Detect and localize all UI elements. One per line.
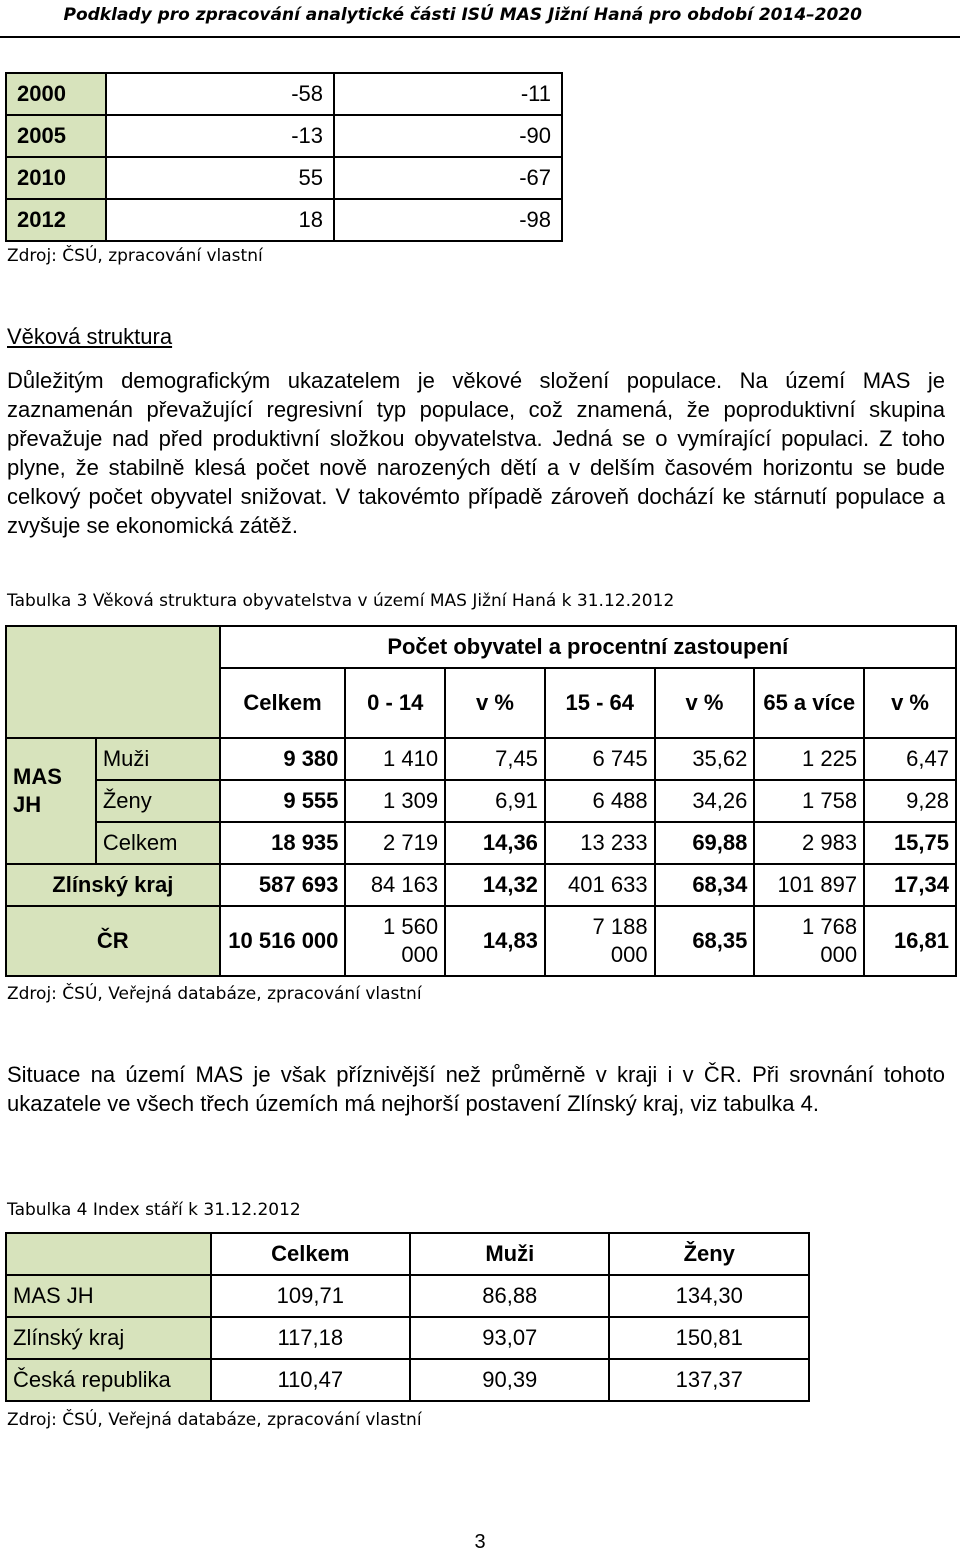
table3-caption: Tabulka 3 Věková struktura obyvatelstva v území MAS Jižní Haná k 31.12.2012 — [7, 591, 675, 611]
column-header: Muži — [410, 1233, 609, 1275]
year-cell: 2010 — [6, 157, 106, 199]
value-cell: 401 633 — [545, 864, 655, 906]
value-cell: 1 410 — [345, 738, 445, 780]
value-cell: 1 560 000 — [345, 906, 445, 976]
table-header-row — [6, 626, 956, 668]
column-header: v % — [445, 668, 545, 738]
table-row — [6, 822, 956, 864]
column-header: 15 - 64 — [545, 668, 655, 738]
value-cell: -90 — [334, 115, 562, 157]
table1-source: Zdroj: ČSÚ, zpracování vlastní — [7, 246, 263, 266]
value-cell: 117,18 — [211, 1317, 411, 1359]
value-cell: 18 — [106, 199, 334, 241]
value-cell: 6 745 — [545, 738, 655, 780]
value-cell: 1 309 — [345, 780, 445, 822]
migration-table — [5, 72, 563, 242]
value-cell: 150,81 — [609, 1317, 809, 1359]
value-cell: 69,88 — [655, 822, 755, 864]
corner-cell — [6, 626, 220, 738]
row-label: Zlínský kraj — [6, 864, 220, 906]
age-index-table — [5, 1232, 810, 1402]
value-cell: 137,37 — [609, 1359, 809, 1401]
value-cell: 7 188 000 — [545, 906, 655, 976]
corner-cell — [6, 1233, 211, 1275]
value-cell: 109,71 — [211, 1275, 411, 1317]
value-cell: 68,34 — [655, 864, 755, 906]
value-cell: 10 516 000 — [220, 906, 346, 976]
column-header: 0 - 14 — [345, 668, 445, 738]
value-cell: -67 — [334, 157, 562, 199]
row-label: Česká republika — [6, 1359, 211, 1401]
column-header: Ženy — [609, 1233, 809, 1275]
value-cell: 93,07 — [410, 1317, 609, 1359]
value-cell: -11 — [334, 73, 562, 115]
value-cell: 1 758 — [754, 780, 864, 822]
value-cell: 2 719 — [345, 822, 445, 864]
table-row — [6, 780, 956, 822]
column-header: 65 a více — [754, 668, 864, 738]
value-cell: 134,30 — [609, 1275, 809, 1317]
table-row — [6, 1317, 809, 1359]
row-label: Celkem — [96, 822, 220, 864]
row-label: Zlínský kraj — [6, 1317, 211, 1359]
value-cell: 84 163 — [345, 864, 445, 906]
table-row — [6, 1359, 809, 1401]
value-cell: 7,45 — [445, 738, 545, 780]
table4-caption: Tabulka 4 Index stáří k 31.12.2012 — [7, 1200, 301, 1220]
column-header: Celkem — [220, 668, 346, 738]
table-row — [6, 199, 562, 241]
value-cell: 101 897 — [754, 864, 864, 906]
value-cell: -98 — [334, 199, 562, 241]
table-row — [6, 1275, 809, 1317]
value-cell: 14,32 — [445, 864, 545, 906]
value-cell: 16,81 — [864, 906, 956, 976]
value-cell: -13 — [106, 115, 334, 157]
value-cell: 34,26 — [655, 780, 755, 822]
year-cell: 2005 — [6, 115, 106, 157]
value-cell: 90,39 — [410, 1359, 609, 1401]
value-cell: -58 — [106, 73, 334, 115]
value-cell: 13 233 — [545, 822, 655, 864]
table-header-row — [6, 1233, 809, 1275]
column-header: v % — [864, 668, 956, 738]
table-row — [6, 157, 562, 199]
section-heading: Věková struktura — [7, 324, 173, 349]
value-cell: 6,47 — [864, 738, 956, 780]
value-cell: 6 488 — [545, 780, 655, 822]
value-cell: 2 983 — [754, 822, 864, 864]
page-header: Podklady pro zpracování analytické části ISÚ MAS Jižní Haná pro období 2014–2020 — [0, 0, 960, 38]
table-row — [6, 864, 956, 906]
value-cell: 1 225 — [754, 738, 864, 780]
table-row — [6, 738, 956, 780]
value-cell: 86,88 — [410, 1275, 609, 1317]
value-cell: 17,34 — [864, 864, 956, 906]
value-cell: 15,75 — [864, 822, 956, 864]
table4-source: Zdroj: ČSÚ, Veřejná databáze, zpracování vlastní — [7, 1410, 422, 1430]
value-cell: 14,83 — [445, 906, 545, 976]
value-cell: 18 935 — [220, 822, 346, 864]
paragraph-2: Situace na území MAS je však příznivější než průměrně v kraji i v ČR. Při srovnání tohoto ukazatele ve všech třech územích má nejhorší postavení Zlínský kraj, viz tabulka 4. — [7, 1062, 945, 1116]
value-cell: 6,91 — [445, 780, 545, 822]
table-row — [6, 906, 956, 976]
column-header: Celkem — [211, 1233, 411, 1275]
age-structure-table — [5, 625, 957, 977]
mas-label: MAS JH — [6, 738, 96, 864]
row-label: Muži — [96, 738, 220, 780]
value-cell: 55 — [106, 157, 334, 199]
value-cell: 1 768 000 — [754, 906, 864, 976]
table-row — [6, 73, 562, 115]
value-cell: 9,28 — [864, 780, 956, 822]
group-header: Počet obyvatel a procentní zastoupení — [220, 626, 956, 668]
value-cell: 35,62 — [655, 738, 755, 780]
row-label: MAS JH — [6, 1275, 211, 1317]
value-cell: 68,35 — [655, 906, 755, 976]
year-cell: 2012 — [6, 199, 106, 241]
table-row — [6, 115, 562, 157]
value-cell: 9 555 — [220, 780, 346, 822]
row-label: ČR — [6, 906, 220, 976]
year-cell: 2000 — [6, 73, 106, 115]
value-cell: 9 380 — [220, 738, 346, 780]
section-paragraph: Důležitým demografickým ukazatelem je věkové složení populace. Na území MAS je zaznamenán převažující regresivní typ populace, což znamená, že poproduktivní skupina převažuje nad před produktivní složkou obyvatelstva. Jedná se o vymírající populaci. Z toho plyne, že stabilně klesá počet nově narozených dětí a v delším časovém horizontu se bude celkový počet obyvatel snižovat. V takovémto případě zároveň dochází ke stárnutí populace a zvyšuje se ekonomická zátěž. — [7, 368, 945, 538]
value-cell: 110,47 — [211, 1359, 411, 1401]
column-header: v % — [655, 668, 755, 738]
table3-source: Zdroj: ČSÚ, Veřejná databáze, zpracování vlastní — [7, 984, 422, 1004]
row-label: Ženy — [96, 780, 220, 822]
page-number: 3 — [474, 1531, 486, 1553]
value-cell: 14,36 — [445, 822, 545, 864]
value-cell: 587 693 — [220, 864, 346, 906]
